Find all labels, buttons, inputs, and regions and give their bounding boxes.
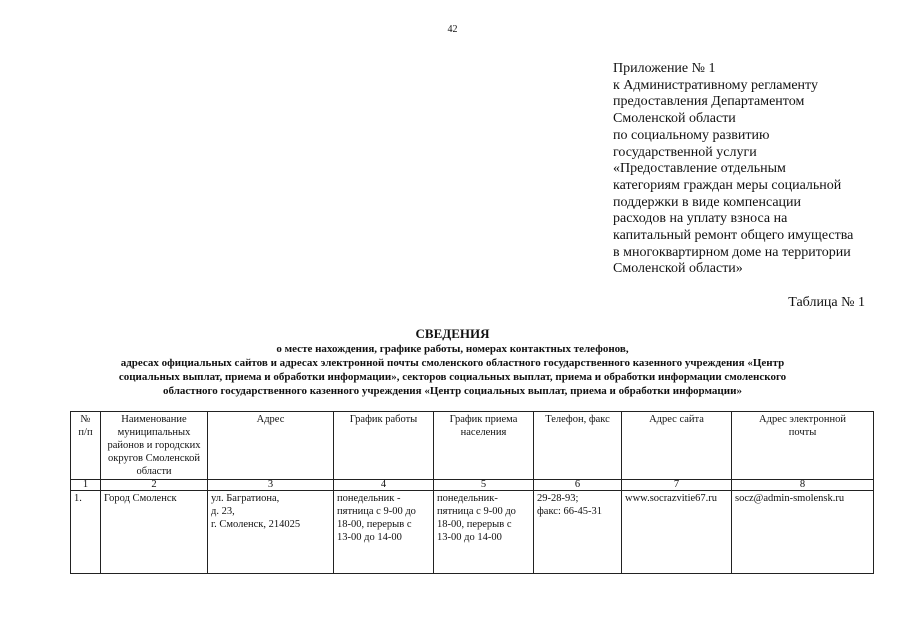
cell-line: 29-28-93; bbox=[537, 493, 579, 504]
table-cell bbox=[534, 491, 622, 574]
column-header bbox=[208, 412, 334, 480]
appendix-line: поддержки в виде компенсации bbox=[613, 194, 802, 210]
cell-line: www.socrazvitie67.ru bbox=[625, 493, 718, 504]
appendix-line: капитальный ремонт общего имущества bbox=[613, 228, 854, 244]
column-number: 3 bbox=[208, 480, 334, 491]
column-number-row bbox=[71, 480, 874, 491]
cell-line: понедельник - bbox=[337, 493, 401, 504]
appendix-line: Приложение № 1 bbox=[613, 61, 716, 76]
column-header bbox=[334, 412, 434, 480]
column-number: 8 bbox=[732, 480, 874, 491]
column-header-line: № bbox=[80, 414, 91, 425]
appendix-line: предоставления Департаментом bbox=[613, 94, 805, 110]
table-cell bbox=[732, 491, 874, 574]
cell-line: ул. Багратиона, bbox=[211, 493, 280, 504]
appendix-note bbox=[613, 61, 893, 278]
table-cell bbox=[622, 491, 732, 574]
appendix-line: в многоквартирном доме на территории bbox=[613, 244, 851, 260]
appendix-line: к Административному регламенту bbox=[613, 77, 818, 93]
column-header-line: п/п bbox=[78, 427, 93, 438]
cell-line: пятница с 9-00 до bbox=[337, 506, 416, 517]
column-number: 1 bbox=[71, 480, 101, 491]
column-header-line: График приема bbox=[449, 414, 518, 425]
column-header-line: Адрес сайта bbox=[649, 414, 704, 425]
column-header-line: Адрес bbox=[256, 414, 285, 425]
appendix-line: Смоленской области bbox=[613, 111, 736, 127]
cell-line: 18-00, перерыв с bbox=[337, 519, 412, 530]
cell-line: факс: 66-45-31 bbox=[537, 506, 602, 517]
column-header-line: области bbox=[136, 466, 172, 477]
column-number: 7 bbox=[622, 480, 732, 491]
cell-line: д. 23, bbox=[211, 506, 235, 517]
page-number: 42 bbox=[447, 24, 458, 35]
cell-line: г. Смоленск, 214025 bbox=[211, 519, 301, 530]
cell-line: 18-00, перерыв с bbox=[437, 519, 512, 530]
cell-line: 13-00 до 14-00 bbox=[337, 532, 402, 543]
heading-line: о месте нахождения, графике работы, номерах контактных телефонов, bbox=[276, 343, 629, 355]
appendix-line: Смоленской области» bbox=[613, 261, 743, 277]
column-number: 4 bbox=[334, 480, 434, 491]
column-header-line: почты bbox=[788, 427, 817, 438]
cell-line: 13-00 до 14-00 bbox=[437, 532, 502, 543]
column-header bbox=[534, 412, 622, 480]
column-number: 6 bbox=[534, 480, 622, 491]
appendix-line: «Предоставление отдельным bbox=[613, 161, 786, 177]
appendix-line: категориям граждан меры социальной bbox=[613, 177, 842, 193]
column-header-line: График работы bbox=[349, 414, 418, 425]
column-header-line: населения bbox=[460, 427, 507, 438]
heading-line: областного государственного казенного учреждения «Центр социальных выплат, приема и обработки информации» bbox=[163, 385, 742, 397]
table-cell bbox=[334, 491, 434, 574]
column-header bbox=[101, 412, 208, 480]
appendix-line: государственной услуги bbox=[613, 144, 757, 160]
appendix-line: расходов на уплату взноса на bbox=[613, 211, 788, 227]
table-cell bbox=[101, 491, 208, 574]
column-number: 5 bbox=[434, 480, 534, 491]
table-cell bbox=[71, 491, 101, 574]
table-cell bbox=[208, 491, 334, 574]
appendix-line: по социальному развитию bbox=[613, 127, 770, 143]
heading-line: адресах официальных сайтов и адресах электронной почты смоленского областного государственного казенного учреждения «Центр bbox=[120, 357, 785, 369]
cell-line: пятница с 9-00 до bbox=[437, 506, 516, 517]
column-header-line: округов Смоленской bbox=[108, 453, 200, 464]
table-cell bbox=[434, 491, 534, 574]
cell-line: 1. bbox=[74, 493, 82, 504]
column-header bbox=[732, 412, 874, 480]
column-header bbox=[622, 412, 732, 480]
table-header-row bbox=[71, 412, 874, 480]
cell-line: понедельник- bbox=[437, 493, 498, 504]
table-label: Таблица № 1 bbox=[788, 295, 865, 310]
column-header-line: Адрес электронной bbox=[759, 414, 846, 425]
column-header-line: Наименование bbox=[121, 414, 187, 425]
heading-line: социальных выплат, приема и обработки информации», секторов социальных выплат, приема и обработки информации смоленского bbox=[118, 371, 787, 383]
column-header bbox=[71, 412, 101, 480]
cell-line: Город Смоленск bbox=[104, 493, 177, 504]
column-header bbox=[434, 412, 534, 480]
cell-line: socz@admin-smolensk.ru bbox=[735, 493, 845, 504]
column-header-line: районов и городских bbox=[107, 440, 201, 451]
document-title: СВЕДЕНИЯ bbox=[415, 326, 490, 341]
table-row bbox=[71, 491, 874, 574]
column-number: 2 bbox=[101, 480, 208, 491]
column-header-line: муниципальных bbox=[117, 427, 191, 438]
info-table bbox=[70, 411, 874, 574]
column-header-line: Телефон, факс bbox=[545, 414, 610, 425]
